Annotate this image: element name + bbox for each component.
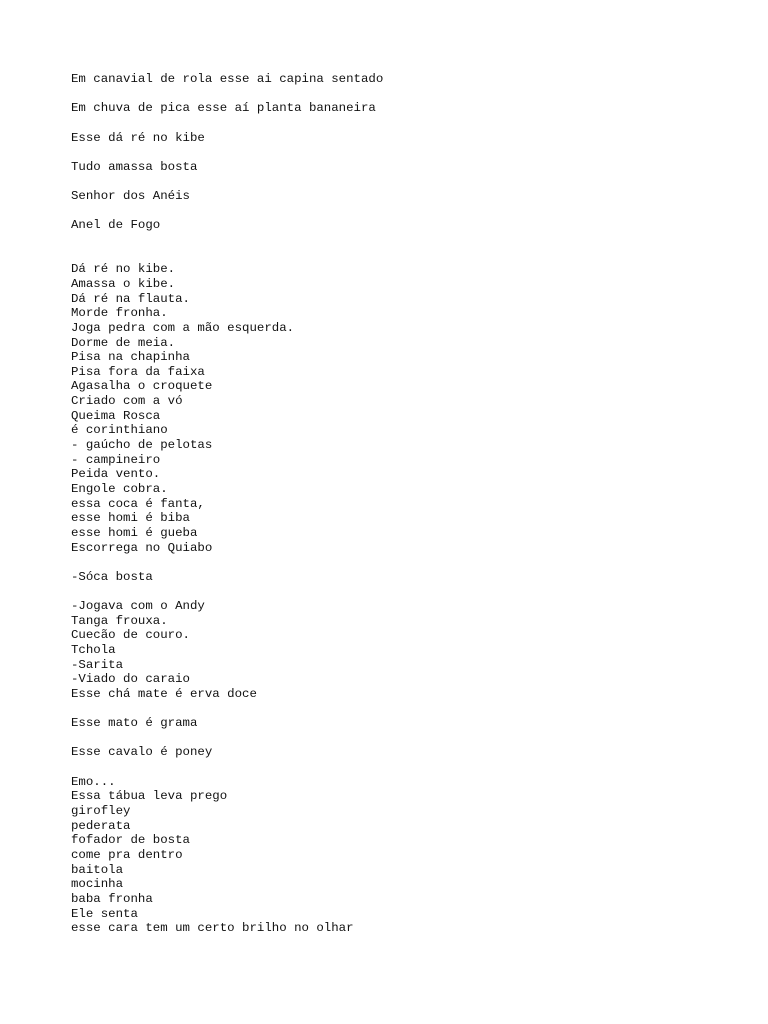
blank-line (71, 555, 751, 570)
text-line: Peida vento. (71, 467, 161, 482)
blank-line (71, 584, 751, 599)
text-line: Joga pedra com a mão esquerda. (71, 320, 295, 335)
text-line: esse homi é biba (71, 511, 190, 526)
text-line: Em canavial de rola esse ai capina sentado (71, 72, 384, 86)
text-line: Esse chá mate é erva doce (71, 686, 257, 701)
text-line: Anel de Fogo (71, 218, 161, 233)
text-line: Emo... (71, 774, 116, 789)
text-line: - campineiro (71, 452, 161, 467)
text-line: Senhor dos Anéis (71, 189, 190, 204)
text-line: -Jogava com o Andy (71, 599, 205, 614)
text-block (71, 716, 751, 731)
text-line: Cuecão de couro. (71, 628, 190, 643)
text-block (71, 160, 751, 175)
text-line: Esse mato é grama (71, 716, 198, 731)
text-line: essa coca é fanta, (71, 496, 205, 511)
text-line: baitola (71, 862, 124, 877)
text-block (71, 101, 751, 116)
document-body (71, 72, 751, 936)
blank-line (71, 116, 751, 131)
text-line: Ele senta (71, 906, 138, 921)
text-line: Dá ré no kibe. (71, 262, 176, 277)
text-block (71, 189, 751, 204)
text-line: Engole cobra. (71, 481, 168, 496)
text-line: esse cara tem um certo brilho no olhar (71, 921, 354, 936)
text-line: Esse dá ré no kibe (71, 130, 205, 145)
text-line: Pisa fora da faixa (71, 364, 205, 379)
text-block (71, 218, 751, 233)
text-line: -Sóca bosta (71, 569, 153, 584)
text-line: Esse cavalo é poney (71, 745, 213, 760)
blank-line (71, 702, 751, 717)
blank-line (71, 233, 751, 262)
text-line: girofley (71, 804, 131, 819)
text-line: come pra dentro (71, 847, 183, 862)
text-line: Em chuva de pica esse aí planta bananeira (71, 101, 376, 116)
text-line: mocinha (71, 877, 124, 892)
text-line: Pisa na chapinha (71, 350, 190, 365)
text-line: Morde fronha. (71, 306, 168, 321)
text-block (71, 72, 751, 87)
text-block (71, 599, 751, 701)
text-line: baba fronha (71, 891, 153, 906)
text-line: Amassa o kibe. (71, 276, 176, 291)
text-line: Dorme de meia. (71, 335, 176, 350)
blank-line (71, 174, 751, 189)
text-block (71, 131, 751, 146)
text-line: Queima Rosca (71, 408, 161, 423)
text-line: Essa tábua leva prego (71, 789, 228, 804)
text-line: Criado com a vó (71, 394, 183, 409)
blank-line (71, 204, 751, 219)
text-block (71, 775, 751, 936)
text-line: Agasalha o croquete (71, 379, 213, 394)
text-line: -Sarita (71, 657, 124, 672)
text-line: Tchola (71, 643, 116, 657)
text-line: Dá ré na flauta. (71, 291, 190, 306)
text-line: -Viado do caraio (71, 672, 190, 687)
text-line: pederata (71, 818, 131, 833)
text-line: Escorrega no Quiabo (71, 540, 213, 555)
text-line: é corinthiano (71, 423, 168, 438)
text-block (71, 570, 751, 585)
blank-line (71, 87, 751, 102)
text-line: Tudo amassa bosta (71, 159, 198, 174)
blank-line (71, 145, 751, 160)
blank-line (71, 760, 751, 775)
text-line: esse homi é gueba (71, 525, 198, 540)
text-line: fofador de bosta (71, 833, 190, 848)
text-line: Tanga frouxa. (71, 613, 168, 628)
blank-line (71, 731, 751, 746)
text-line: - gaúcho de pelotas (71, 438, 213, 453)
text-block (71, 745, 751, 760)
text-block (71, 262, 751, 555)
